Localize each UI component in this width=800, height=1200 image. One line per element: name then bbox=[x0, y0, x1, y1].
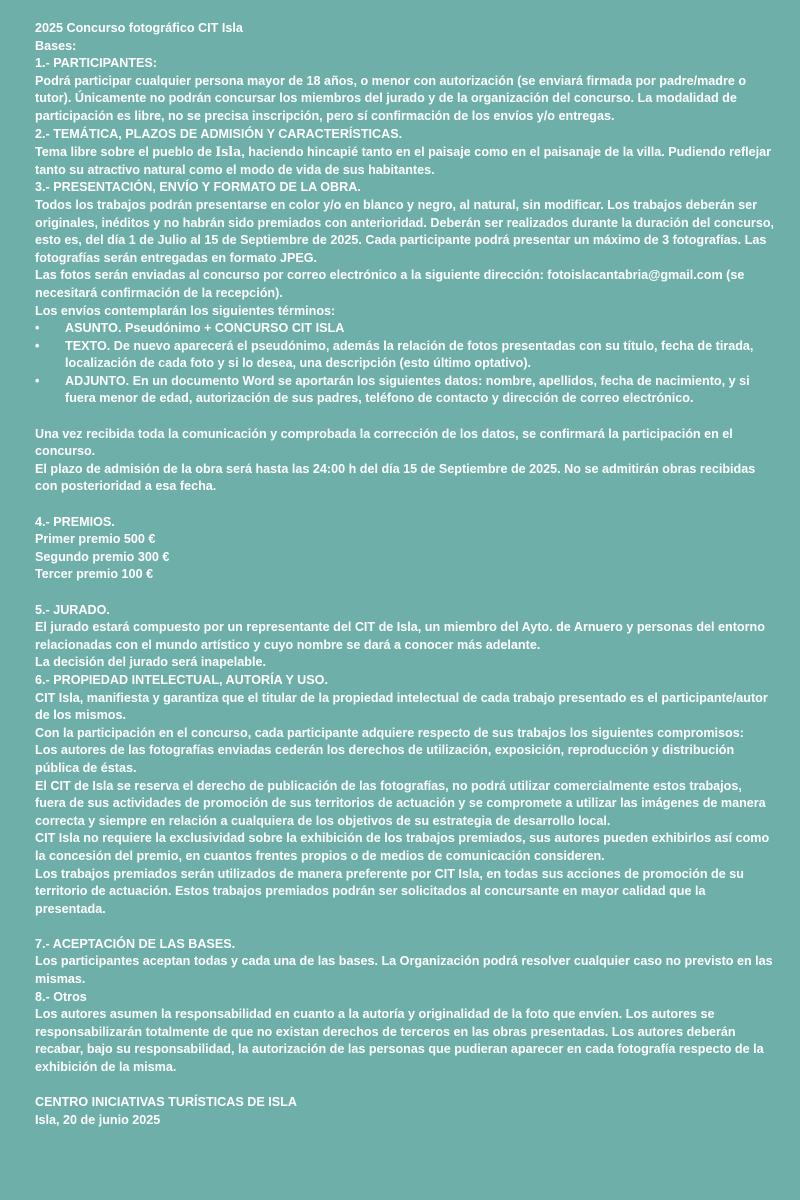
section-participantes-heading: 1.- PARTICIPANTES: bbox=[35, 56, 157, 71]
bullet-mark: • bbox=[35, 321, 40, 336]
section-propiedad-heading: 6.- PROPIEDAD INTELECTUAL, AUTORÍA Y USO. bbox=[35, 672, 328, 687]
document-title: 2025 Concurso fotográfico CIT Isla bbox=[35, 21, 243, 35]
tematica-text-end: , haciendo hincapié tanto en el paisaje como en el paisanaje de la villa. Pudiendo reflejar tanto su atractivo natural como el modo de vida de sus habitantes. bbox=[35, 145, 772, 177]
presentacion-paragraph-4: Una vez recibida toda la comunicación y comprobada la corrección de los datos, se confirmará la participación en el concurso. bbox=[35, 426, 733, 459]
propiedad-paragraph-3: Los autores de las fotografías enviadas cederán los derechos de utilización, exposición, reproducción y distribución pública de éstas. bbox=[35, 743, 735, 775]
propiedad-paragraph-4: El CIT de Isla se reserva el derecho de publicación de las fotografías, no podrá utilizar comercialmente estos trabajos, fuera de sus actividades de promoción de sus territorios de actuación y se compromete a utilizar las imágenes de manera correcta y siempre en relación a cualquiera de los objetivos de su estrategia de desarrollo local. bbox=[35, 778, 766, 828]
organization-name: CENTRO INICIATIVAS TURÍSTICAS DE ISLA bbox=[35, 1095, 297, 1110]
otros-paragraph: Los autores asumen la responsabilidad en cuanto a la autoría y originalidad de la foto que envíen. Los autores se responsabilizarán totalmente de que no existan derechos de terceros en las obras presentadas. Los autores deberán recabar, bajo su responsabilidad, la autorización de las personas que pudieran aparecer en cada fotografía respecto de la exhibición de la misma. bbox=[35, 1007, 764, 1075]
premio-primero: Primer premio 500 € bbox=[35, 532, 156, 547]
bullet-adjunto-text: ADJUNTO. En un documento Word se aportarán los siguientes datos: nombre, apellidos, fecha de nacimiento, y si fuera menor de edad, autorización de sus padres, teléfono de contacto y dirección de correo electrónico. bbox=[65, 373, 750, 406]
bases-label: Bases: bbox=[35, 38, 77, 53]
place-name: Isla bbox=[215, 144, 242, 160]
section-tematica-heading: 2.- TEMÁTICA, PLAZOS DE ADMISIÓN Y CARACTERÍSTICAS. bbox=[35, 126, 403, 141]
document-date: Isla, 20 de junio 2025 bbox=[35, 1112, 161, 1127]
section-presentacion-heading: 3.- PRESENTACIÓN, ENVÍO Y FORMATO DE LA OBRA. bbox=[35, 180, 361, 195]
bullet-texto-text: TEXTO. De nuevo aparecerá el pseudónimo, además la relación de fotos presentadas con su título, fecha de tirada, localización de cada foto y si lo desea, una descripción (esto último optativo). bbox=[65, 338, 754, 371]
propiedad-paragraph-1: CIT Isla, manifiesta y garantiza que el titular de la propiedad intelectual de cada trabajo presentado es el participante/autor de los mismos. bbox=[35, 690, 768, 723]
premio-segundo: Segundo premio 300 € bbox=[35, 549, 170, 564]
jurado-paragraph-2: La decisión del jurado será inapelable. bbox=[35, 655, 266, 670]
section-premios-heading: 4.- PREMIOS. bbox=[35, 514, 115, 529]
jurado-paragraph-1: El jurado estará compuesto por un representante del CIT de Isla, un miembro del Ayto. de Arnuero y personas del entorno relacionadas con el mundo artístico y cuyo nombre se dará a conocer más adelante. bbox=[35, 620, 765, 652]
section-tematica-text bbox=[35, 143, 775, 179]
document-body bbox=[35, 20, 775, 1129]
bullet-mark: • bbox=[35, 338, 40, 353]
propiedad-paragraph-6: Los trabajos premiados serán utilizados de manera preferente por CIT Isla, en todas sus acciones de promoción de su territorio de actuación. Estos trabajos premiados podrán ser solicitados al concursante en mayor calidad que la presentada. bbox=[35, 866, 744, 916]
section-participantes-text: Podrá participar cualquier persona mayor de 18 años, o menor con autorización (se enviará firmada por padre/madre o tutor). Únicamente no podrán concursar los miembros del jurado y de la organización del concurso. La modalidad de participación es libre, no se precisa inscripción, pero sí confirmación de los envíos y/o entregas. bbox=[35, 73, 747, 123]
presentacion-paragraph-3: Los envíos contemplarán los siguientes términos: bbox=[35, 303, 336, 318]
aceptacion-paragraph: Los participantes aceptan todas y cada una de las bases. La Organización podrá resolver cualquier caso no previsto en las mismas. bbox=[35, 954, 773, 987]
bullet-asunto bbox=[35, 320, 775, 338]
section-jurado-heading: 5.- JURADO. bbox=[35, 602, 110, 617]
propiedad-paragraph-5: CIT Isla no requiere la exclusividad sobre la exhibición de los trabajos premiados, sus autores pueden exhibirlos así como la concesión del premio, en cuantos frentes propios o de medios de comunicación consideren. bbox=[35, 831, 770, 863]
spacer bbox=[35, 496, 775, 514]
premio-tercero: Tercer premio 100 € bbox=[35, 567, 154, 582]
presentacion-paragraph-2: Las fotos serán enviadas al concurso por correo electrónico a la siguiente dirección: fotoislacantabria@gmail.com (se necesitará confirmación de la recepción). bbox=[35, 268, 745, 300]
propiedad-paragraph-2: Con la participación en el concurso, cada participante adquiere respecto de sus trabajos los siguientes compromisos: bbox=[35, 725, 744, 740]
presentacion-paragraph-1: Todos los trabajos podrán presentarse en color y/o en blanco y negro, al natural, sin modificar. Los trabajos deberán ser originales, inéditos y no habrán sido premiados con anterioridad. Deberán ser realizados durante la duración del concurso, esto es, del día 1 de Julio al 15 de Septiembre de 2025. Cada participante podrá presentar un máximo de 3 fotografías. Las fotografías serán entregadas en formato JPEG. bbox=[35, 197, 775, 265]
bullet-texto bbox=[35, 338, 775, 373]
bullet-mark: • bbox=[35, 373, 40, 388]
spacer bbox=[35, 408, 775, 426]
section-otros-heading: 8.- Otros bbox=[35, 989, 87, 1004]
tematica-text-start: Tema libre sobre el pueblo de bbox=[35, 145, 216, 160]
spacer bbox=[35, 918, 775, 936]
spacer bbox=[35, 584, 775, 602]
bullet-asunto-text: ASUNTO. Pseudónimo + CONCURSO CIT ISLA bbox=[65, 321, 345, 336]
spacer bbox=[35, 1077, 775, 1095]
bullet-adjunto bbox=[35, 373, 775, 408]
section-aceptacion-heading: 7.- ACEPTACIÓN DE LAS BASES. bbox=[35, 936, 236, 951]
presentacion-paragraph-5: El plazo de admisión de la obra será hasta las 24:00 h del día 15 de Septiembre de 2025. No se admitirán obras recibidas con posterioridad a esa fecha. bbox=[35, 461, 756, 494]
